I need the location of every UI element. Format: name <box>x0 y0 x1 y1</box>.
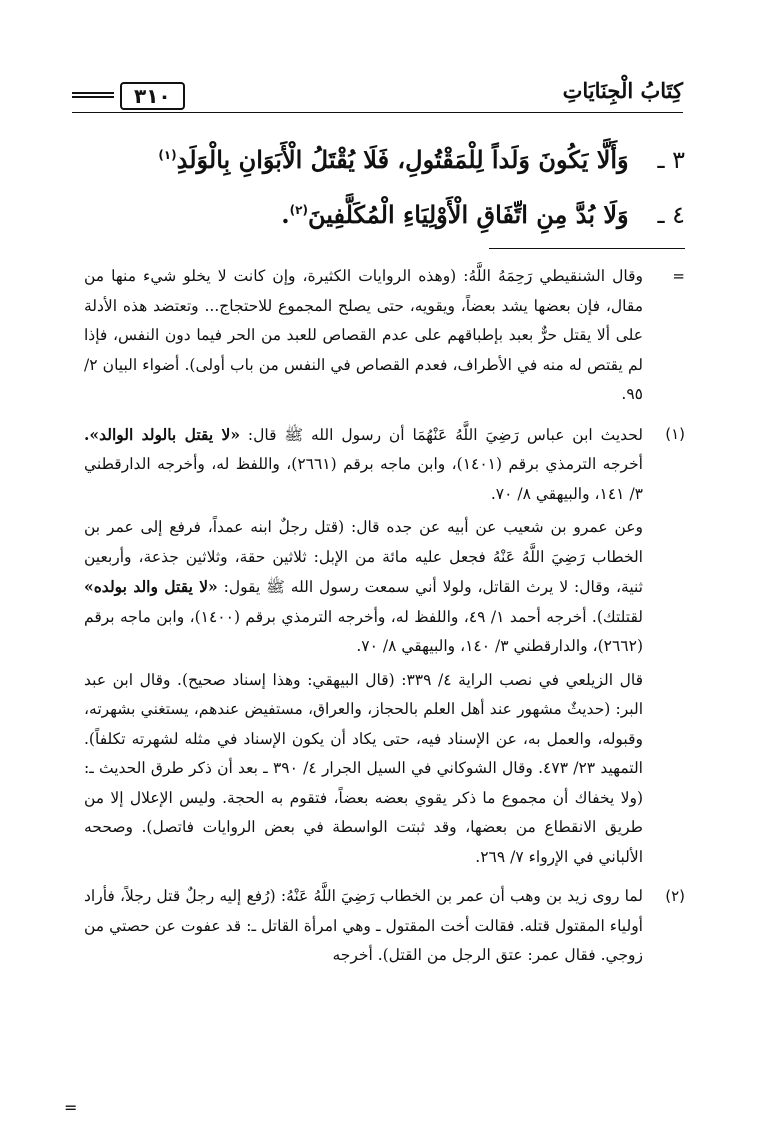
footnote-1-text-d: لقتلتك). أخرجه أحمد ١/ ٤٩، واللفظ له، وأخرجه الترمذي برقم (١٤٠٠)، وابن ماجه برقم (٢٦٦٢)، والدارقطني ٣/ ١٤٠، والبيهقي ٨/ ٧٠. <box>84 607 644 655</box>
footnote-ref-1[interactable]: (١) <box>158 148 177 162</box>
continuation-marker: = <box>672 267 685 285</box>
page-header <box>72 78 683 114</box>
footnote-1-para-1 <box>84 420 643 510</box>
condition-4-text: وَلَا بُدَّ مِنِ اتِّفَاقِ الْأَوْلِيَاءِ الْمُكَلَّفِينَ <box>307 200 629 229</box>
footnotes <box>84 262 685 981</box>
page-number: ٣١٠ <box>120 82 185 110</box>
condition-3-text: وَأَلَّا يَكُونَ وَلَداً لِلْمَقْتُولِ، فَلَا يُقْتَلُ الْأَبَوَانِ بِالْوَلَدِ <box>176 145 629 174</box>
footnote-1-text-c: وعن عمرو بن شعيب عن أبيه عن جده قال: (قتل رجلٌ ابنه عمداً، فرفع إلى عمر بن الخطاب رَضِيَ اللَّهُ عَنْهُ فجعل عليه مائة من الإبل: ثلاثين حقة، وثلاثين جذعة، وأربعين ثنية، وقال: لا يرث القاتل، ولولا أني سمعت رسول الله ﷺ يقول: <box>84 518 643 596</box>
condition-3-number: ٣ ـ <box>657 146 685 174</box>
footnote-2-text: لما روى زيد بن وهب أن عمر بن الخطاب رَضِيَ اللَّهُ عَنْهُ: (رُفع إليه رجلٌ قتل رجلاً، فأراد أولياء المقتول قتله. فقالت أخت المقتول ـ وهي امرأة القاتل ـ: قد عفوت عن حصتي من زوجي. فقال عمر: عتق الرجل من القتل). أخرجه <box>84 887 643 964</box>
book-title: كِتَابُ الْجِنَايَاتِ <box>562 78 683 103</box>
footnote-continuation <box>84 262 685 414</box>
footnote-1-para-3: قال الزيلعي في نصب الراية ٤/ ٣٣٩: (قال البيهقي: وهذا إسناد صحيح). وقال ابن عبد البر: (حديثٌ مشهور عند أهل العلم بالحجاز، والعراق، مستفيض عندهم، يستغني بشهرته، وقبوله، والعمل به، عن الإسناد فيه، حتى يكاد أن يكون الإسناد في مثله لشهرته تكلفاً). التمهيد ٢٣/ ٤٧٣. وقال الشوكاني في السيل الجرار ٤/ ٣٩٠ ـ بعد أن ذكر طرق الحديث ـ: (ولا يخفاك أن مجموع ما ذكر يقوي بعضه بعضاً، فتقوم به الحجة. وليس الإعلال إلا من طريق الانقطاع من بعضها، وقد ثبتت الواسطة في بعض الروايات فاتصل). وصححه الألباني في الإرواء ٧/ ٢٦٩. <box>84 670 643 866</box>
footnote-1-marker: (١) <box>665 424 685 443</box>
footnote-separator <box>489 248 685 249</box>
continuation-text: وقال الشنقيطي رَحِمَهُ اللَّهُ: (وهذه الروايات الكثيرة، وإن كانت لا يخلو شيء منها من مقال، فإن بعضها يشد بعضاً، ويقويه، حتى يصلح المجموع للاحتجاج... وتعتضد هذه الأدلة على ألا يقتل حرٌّ بعبد بإطباقهم على عدم القصاص للعبد من الحر فيما دون النفس، فإذا لم يقتص له منه في الأطراف، فعدم القصاص في النفس من باب أولى). أضواء البيان ٢/ ٩٥. <box>84 267 643 403</box>
condition-3 <box>78 130 685 185</box>
hadith-quote-2: «لا يقتل والد بولده» <box>84 577 218 596</box>
condition-4-number: ٤ ـ <box>657 201 685 229</box>
header-divider <box>72 112 683 113</box>
footnote-1 <box>84 420 685 877</box>
footnote-ref-2[interactable]: (٢) <box>289 203 308 217</box>
footnote-2-marker: (٢) <box>665 887 685 905</box>
continued-marker: = <box>64 1098 78 1117</box>
main-text <box>78 130 685 240</box>
condition-4 <box>78 185 685 240</box>
header-ornament <box>72 92 114 98</box>
footnote-1-text-a: لحديث ابن عباس رَضِيَ اللَّهُ عَنْهُمَا أن رسول الله ﷺ قال: <box>240 425 643 444</box>
hadith-quote-1: «لا يقتل بالولد الوالد». <box>84 424 241 444</box>
footnote-1-text-b: أخرجه الترمذي برقم (١٤٠١)، وابن ماجه برقم (٢٦٦١)، واللفظ له، وأخرجه الدارقطني ٣/ ١٤١، والبيهقي ٨/ ٧٠. <box>84 455 643 503</box>
footnote-2 <box>84 882 685 975</box>
footnote-1-para-2 <box>84 513 643 662</box>
condition-4-end: . <box>281 200 290 229</box>
